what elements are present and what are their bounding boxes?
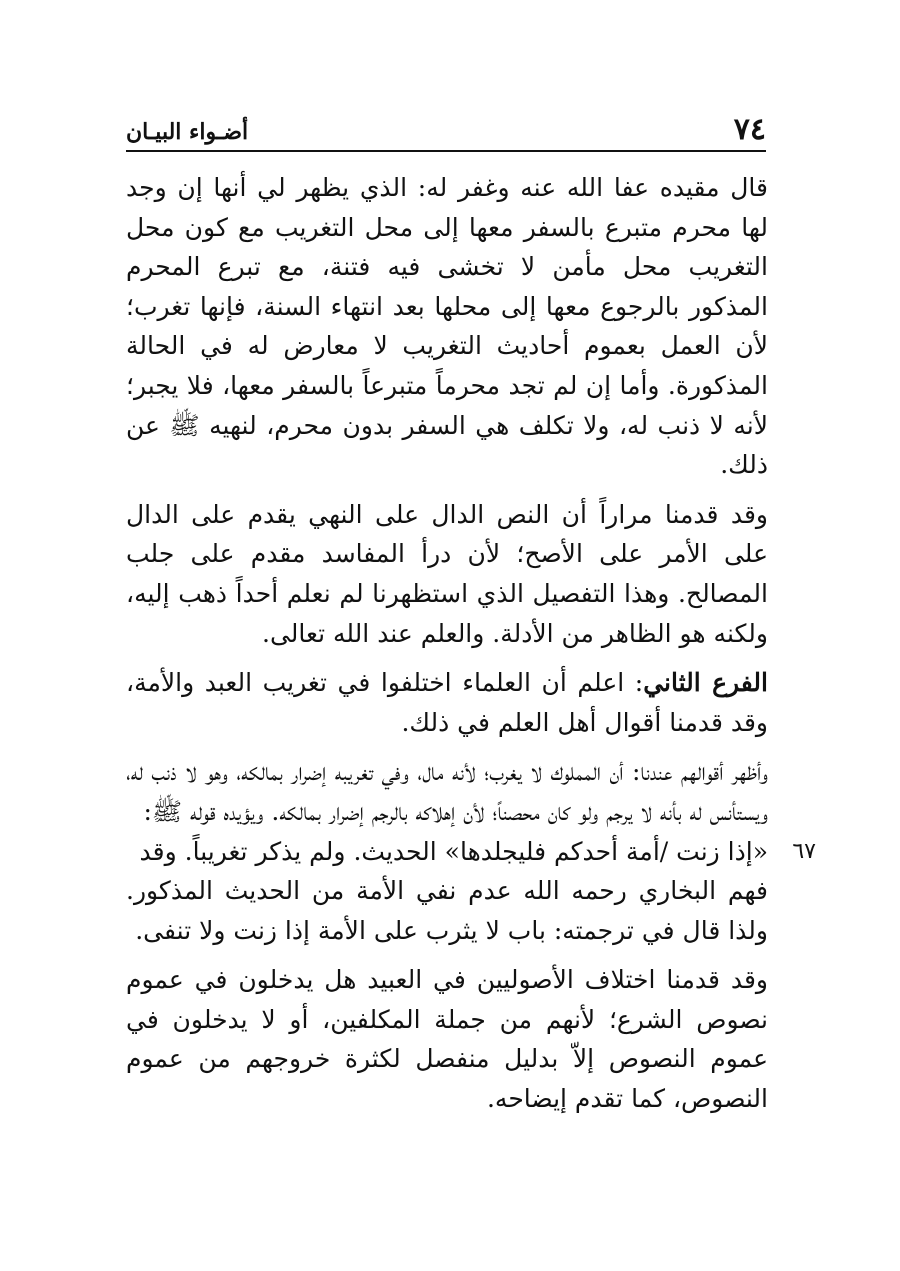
paragraph-1 xyxy=(126,168,768,485)
paragraph-text: وقد قدمنا اختلاف الأصوليين في العبيد هل يدخلون في عموم نصوص الشرع؛ لأنهم من جملة المكلفين، أو لا يدخلون في عموم النصوص إلاّ بدليل منفصل لكثرة خروجهم من عموم النصوص، كما تقدم إيضاحه. xyxy=(126,965,768,1114)
paragraph-text: قال مقيده عفا الله عنه وغفر له: الذي يظهر لي أنها إن وجد لها محرم متبرع بالسفر معها إلى محل التغريب مع كون محل التغريب محل مأمن لا تخشى فيه فتنة، مع تبرع المحرم المذكور بالرجوع معها إلى محلها بعد انتهاء السنة، فإنها تغرب؛ لأن العمل بعموم أحاديث التغريب لا معارض له في الحالة المذكورة. وأما إن لم تجد محرماً متبرعاً بالسفر معها، فلا يجبر؛ لأنه لا ذنب له، ولا تكلف هي السفر بدون محرم، لنهيه ﷺ عن ذلك. xyxy=(126,173,768,480)
marked-line xyxy=(126,832,816,872)
paragraph-5 xyxy=(126,960,768,1118)
page-header xyxy=(126,110,766,152)
paragraph-text: : اعلم أن العلماء اختلفوا في تغريب العبد والأمة، وقد قدمنا أقوال أهل العلم في ذلك. xyxy=(126,668,768,737)
page-body xyxy=(126,168,816,1119)
margin-page-marker: ٦٧ xyxy=(792,838,816,864)
paragraph-text: فهم البخاري رحمه الله عدم نفي الأمة من الحديث المذكور. ولذا قال في ترجمته: باب لا يثرب على الأمة إذا زنت ولا تنفى. xyxy=(126,876,768,945)
section-heading: الفرع الثاني xyxy=(643,668,768,698)
page-number: ٧٤ xyxy=(733,112,766,147)
paragraph-3 xyxy=(126,663,768,742)
running-title: أضـواء البيـان xyxy=(126,119,249,145)
paragraph-4 xyxy=(126,752,816,950)
marked-line-text: «إذا زنت /أمة أحدكم فليجلدها» الحديث. ولم يذكر تغريباً. وقد xyxy=(139,836,768,866)
paragraph-text: وأظهر أقوالهم عندنا: أن المملوك لا يغرب؛ لأنه مال، وفي تغريبه إضرار بمالكه، وهو لا ذنب له، ويستأنس له بأنه لا يرجم ولو كان محصناً؛ لأن إهلاكه بالرجم إضرار بمالكه. ويؤيده قوله ﷺ: xyxy=(126,757,768,826)
paragraph-text: وقد قدمنا مراراً أن النص الدال على النهي يقدم على الدال على الأمر على الأصح؛ لأن درأ المفاسد مقدم على جلب المصالح. وهذا التفصيل الذي استظهرنا لم نعلم أحداً ذهب إليه، ولكنه هو الظاهر من الأدلة. والعلم عند الله تعالى. xyxy=(126,499,768,648)
paragraph-2 xyxy=(126,495,768,653)
